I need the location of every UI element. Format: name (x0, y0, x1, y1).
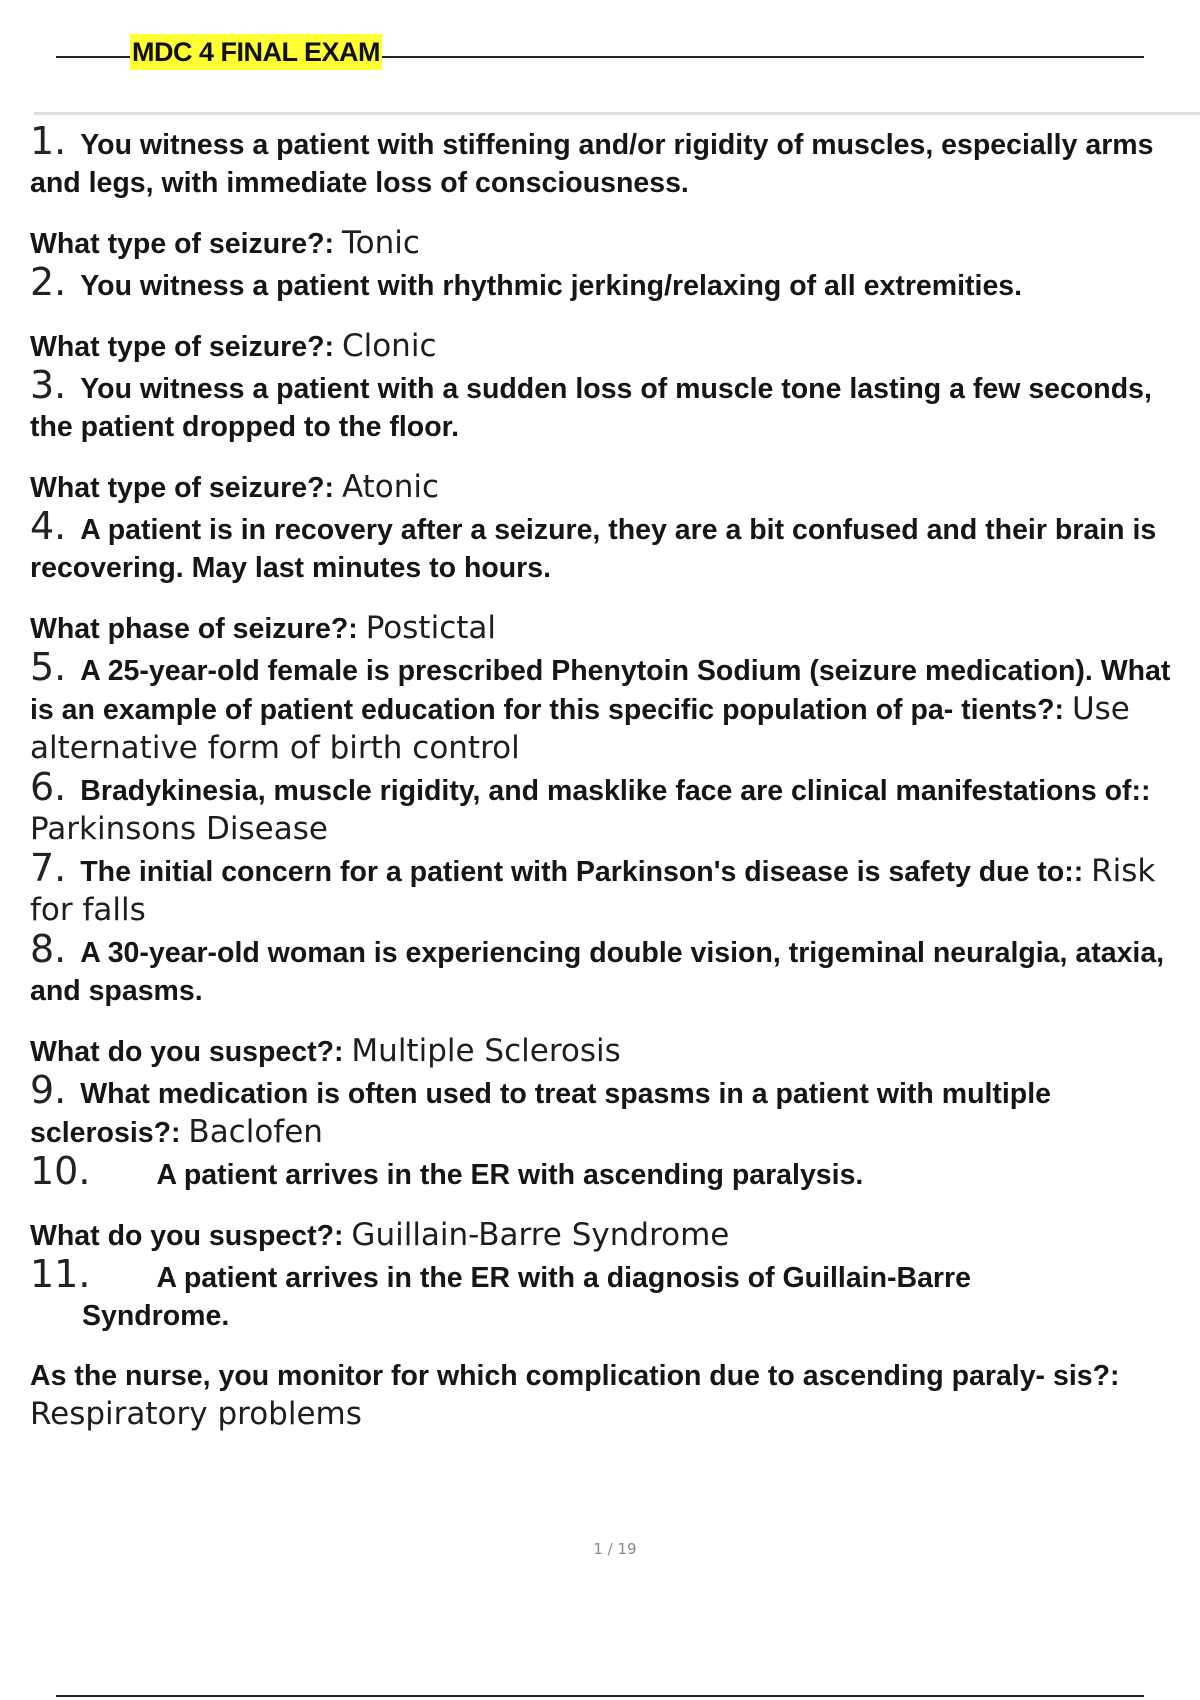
page-number: 1 / 19 (593, 1540, 637, 1558)
question-number: 6. (30, 765, 67, 809)
question-5 (30, 645, 1185, 768)
answer: Atonic (341, 469, 440, 505)
question-stem: You witness a patient with rhythmic jerking/relaxing of all extremities. (80, 270, 1023, 302)
question-3 (30, 363, 1185, 507)
question-number: 2. (30, 260, 67, 304)
question-10 (30, 1149, 1185, 1255)
answer: Multiple Sclerosis (351, 1033, 621, 1069)
question-stem: A 30-year-old woman is experiencing double vision, trigeminal neuralgia, ataxia, and spasms. (30, 937, 1165, 1007)
answer: Baclofen (188, 1114, 323, 1150)
question-number: 8. (30, 927, 67, 971)
question-stem: You witness a patient with stiffening and/or rigidity of muscles, especially arms and legs, with immediate loss of consciousness. (30, 129, 1154, 199)
footer-rule (56, 1695, 1144, 1697)
header-separator (34, 112, 1200, 115)
question-number: 4. (30, 504, 67, 548)
question-stem: You witness a patient with a sudden loss of muscle tone lasting a few seconds, the patient dropped to the floor. (30, 373, 1152, 443)
question-number: 7. (30, 846, 67, 890)
question-prompt: What phase of seizure?: (30, 613, 358, 645)
question-prompt: What type of seizure?: (30, 228, 335, 260)
answer: Parkinsons Disease (30, 811, 328, 847)
question-stem-continued: Syndrome. (82, 1300, 230, 1332)
answer: Use alternative form of birth control (30, 691, 1130, 766)
question-9 (30, 1068, 1185, 1152)
question-stem: The initial concern for a patient with Parkinson's disease is safety due to:: (80, 856, 1084, 888)
question-4 (30, 504, 1185, 648)
question-6 (30, 765, 1185, 849)
question-stem: A patient is in recovery after a seizure, they are a bit confused and their brain is recovering. May last minutes to hours. (30, 514, 1157, 584)
question-number: 1. (30, 119, 67, 163)
answer: Postictal (365, 610, 497, 646)
exam-title: MDC 4 FINAL EXAM (130, 34, 382, 70)
question-stem: What medication is often used to treat spasms in a patient with multiple sclerosis?: (30, 1078, 1051, 1149)
question-8 (30, 927, 1185, 1071)
question-7 (30, 846, 1185, 930)
answer: Respiratory problems (30, 1396, 362, 1432)
question-stem: A patient arrives in the ER with a diagnosis of Guillain-Barre (156, 1262, 971, 1294)
question-number: 3. (30, 363, 67, 407)
answer: Clonic (341, 328, 437, 364)
answer: Guillain-Barre Syndrome (351, 1217, 730, 1253)
question-prompt: What type of seizure?: (30, 472, 335, 504)
question-prompt: What do you suspect?: (30, 1036, 344, 1068)
question-stem: A patient arrives in the ER with ascending paralysis. (156, 1159, 864, 1191)
question-number: 9. (30, 1068, 67, 1112)
question-stem: A 25-year-old female is prescribed Phenytoin Sodium (seizure medication). What is an example of patient education for this specific population of pa- tients?: (30, 655, 1171, 726)
question-number: 10. (30, 1149, 91, 1193)
question-prompt: As the nurse, you monitor for which complication due to ascending paraly- sis?: (30, 1360, 1120, 1392)
answer: Tonic (341, 225, 420, 261)
question-number: 11. (30, 1252, 91, 1296)
question-list (30, 119, 1185, 1434)
question-number: 5. (30, 645, 67, 689)
question-prompt: What type of seizure?: (30, 331, 335, 363)
question-stem: Bradykinesia, muscle rigidity, and masklike face are clinical manifestations of:: (80, 775, 1151, 807)
question-1 (30, 119, 1185, 263)
answer: Risk for falls (30, 853, 1156, 928)
question-2 (30, 260, 1185, 366)
question-prompt: What do you suspect?: (30, 1220, 344, 1252)
question-11 (30, 1252, 1185, 1434)
